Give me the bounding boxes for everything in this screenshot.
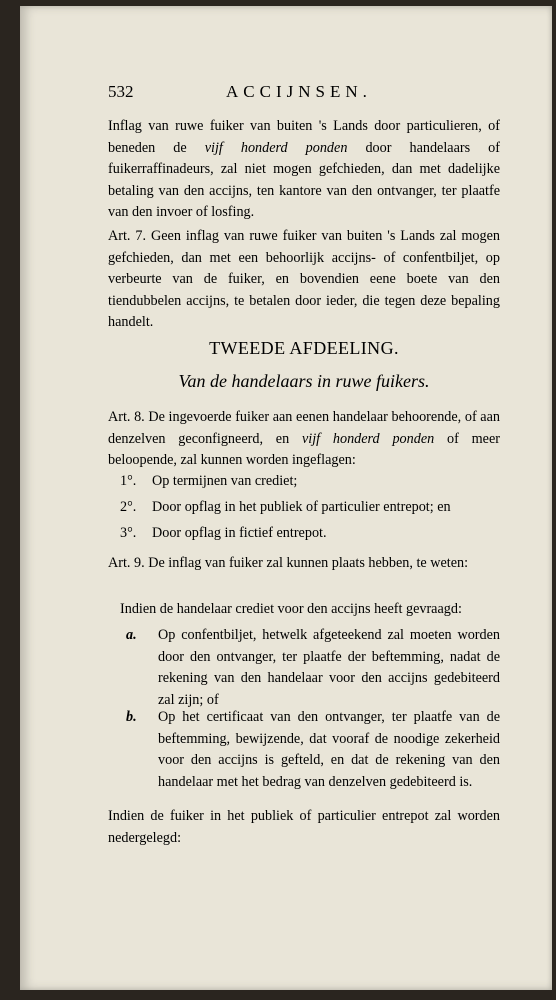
p1-emphasis: vijf honderd ponden xyxy=(204,139,348,156)
paragraph-entrepot: Indien de fuiker in het publiek of particulier entrepot zal worden nedergelegd: xyxy=(108,808,500,846)
list-marker: 3°. xyxy=(120,525,137,541)
list-text: Door opflag in fictief entrepot. xyxy=(152,525,327,541)
section-subheading: Van de handelaars in ruwe fuikers. xyxy=(178,371,430,391)
art8-lead: Art. 8. De ingevoerde fuiker aan eenen handelaar behoorende, of aan denzelven geconfigneerd, en xyxy=(108,409,500,447)
p1-before: Inflag van ruwe fuiker van buiten 's Lands door particulieren, of beneden de xyxy=(108,118,500,156)
sub-item-b xyxy=(126,707,500,793)
sub-item-text: Op het certificaat van den ontvanger, ter plaatfe van de beftemming, bewijzende, dat vooraf de noodige zekerheid voor den accijns is gefteld, en dat de rekening van den handelaar met het bedrag van denzelven gedebiteerd is. xyxy=(158,709,500,790)
section-heading: TWEEDE AFDEELING. xyxy=(209,338,399,358)
list-item xyxy=(120,523,500,545)
list-marker: 2°. xyxy=(120,499,137,515)
sub-item-a xyxy=(126,625,500,711)
paragraph-art-9: Art. 9. De inflag van fuiker zal kunnen plaats hebben, te weten: xyxy=(108,555,469,571)
page-header xyxy=(108,82,488,106)
sub-item-text: Op confentbiljet, hetwelk afgeteekend zal moeten worden door den ontvanger, ter plaatfe der beftemming, nadat de rekening van den handelaar voor den accijns gedebiteerd zal zijn; of xyxy=(158,627,500,708)
paragraph-intro-crediet: Indien de handelaar crediet voor den accijns heeft gevraagd: xyxy=(120,601,462,617)
list-item xyxy=(120,497,500,519)
p1-after: door handelaars of fuikerraffinadeurs, zal niet mogen gefchieden, dan met dadelijke betaling van den accijns, ten kantore van den ontvanger, ter plaatfe van den invoer of losfing. xyxy=(108,139,500,220)
sub-item-marker: a. xyxy=(126,627,137,643)
list-text: Door opflag in het publiek of particulier entrepot; en xyxy=(152,499,451,515)
art8-emphasis: vijf honderd ponden xyxy=(301,430,435,447)
list-item xyxy=(120,471,500,493)
paragraph-inflag xyxy=(108,116,500,224)
running-head: ACCIJNSEN. xyxy=(226,82,372,101)
list-marker: 1°. xyxy=(120,473,137,489)
paragraph-art-8 xyxy=(108,407,500,472)
art8-tail: of meer beloopende, zal kunnen worden ingeflagen: xyxy=(108,430,500,468)
list-text: Op termijnen van crediet; xyxy=(152,473,298,489)
page-number: 532 xyxy=(108,82,134,101)
sub-item-marker: b. xyxy=(126,709,137,725)
paragraph-art-7: Art. 7. Geen inflag van ruwe fuiker van buiten 's Lands zal mogen gefchieden, dan met een behoorlijk accijns- of confentbiljet, op verbeurte van de fuiker, en bovendien eene boete van den tiendubbelen accijns, te betalen door ieder, die tegen deze bepaling handelt. xyxy=(108,228,500,330)
